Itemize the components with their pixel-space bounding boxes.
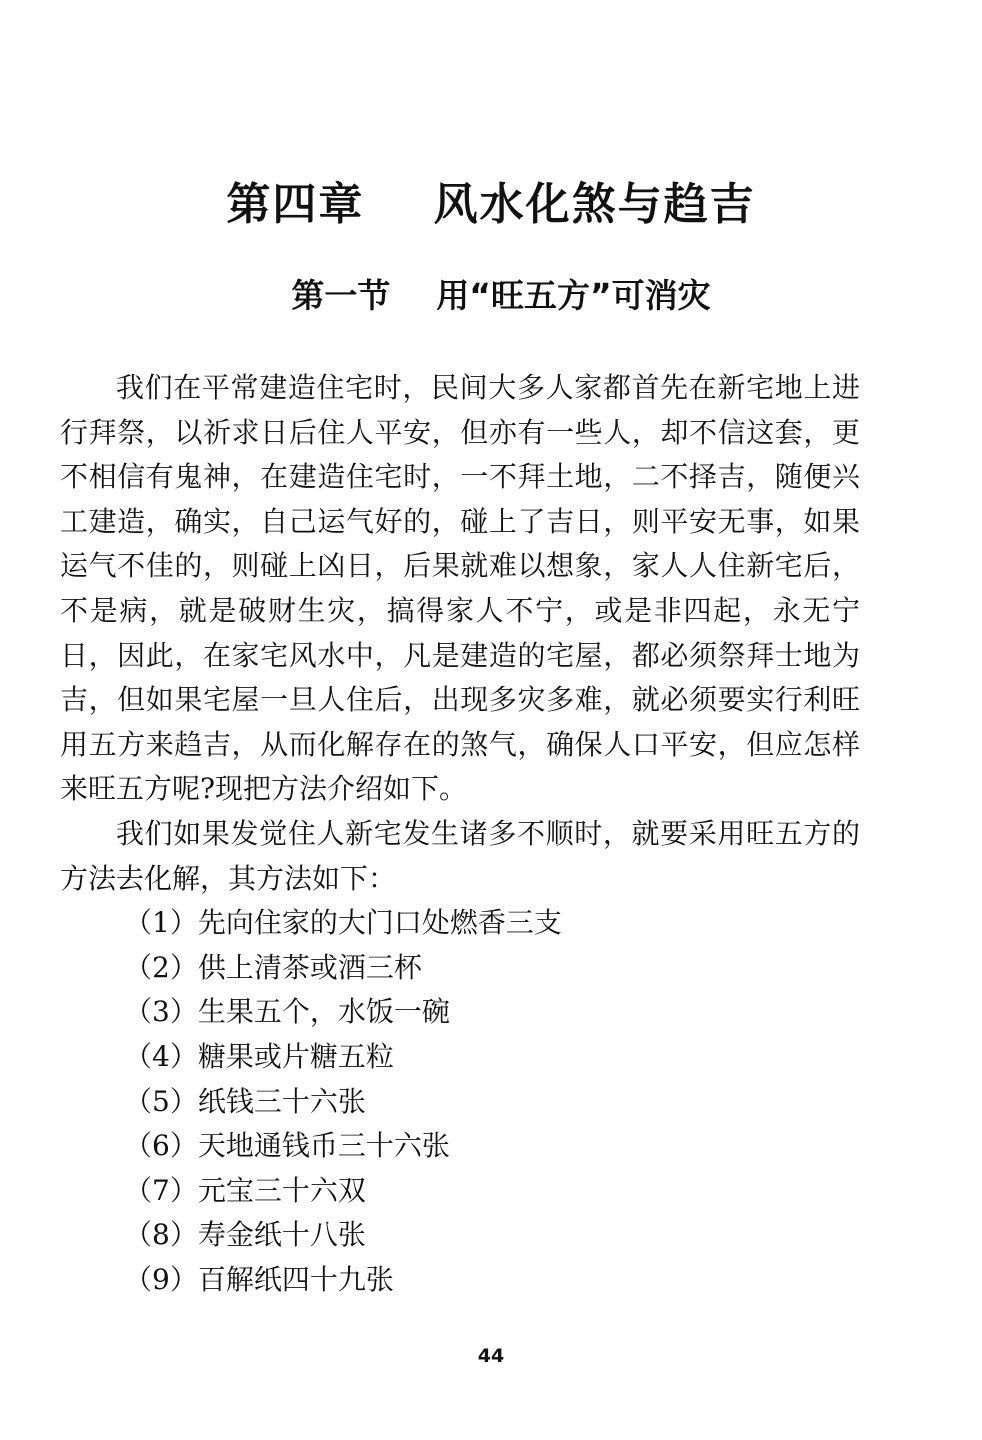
paragraph: 我们在平常建造住宅时，民间大多人家都首先在新宅地上进行拜祭，以祈求日后住人平安，但亦有一些人，却不信这套，更不相信有鬼神，在建造住宅时，一不拜土地，二不择吉，随便兴工建造，确实，自己运气好的，碰上了吉日，则平安无事，如果运气不佳的，则碰上凶日，后果就难以想象，家人人住新宅后，不是病，就是破财生灾，搞得家人不宁，或是非四起，永无宁日，因此，在家宅风水中，凡是建造的宅屋，都必须祭拜士地为吉，但如果宅屋一旦人住后，出现多灾多难，就必须要实行利旺用五方来趋吉，从而化解存在的煞气，确保人口平安，但应怎样来旺五方呢?现把方法介绍如下。 (60, 371, 860, 806)
list-item: （3）生果五个，水饭一碗 (124, 995, 450, 1029)
list-item: （7）元宝三十六双 (124, 1173, 366, 1207)
paragraph: 我们如果发觉住人新宅发生诸多不顺时，就要采用旺五方的方法去化解，其方法如下： (60, 816, 860, 895)
list-item: （9）百解纸四十九张 (124, 1262, 394, 1296)
list-item: （8）寿金纸十八张 (124, 1218, 366, 1252)
page-number: 44 (477, 1345, 505, 1367)
list-item: （4）糖果或片糖五粒 (124, 1039, 394, 1073)
section-title: 第一节 用“旺五方”可消灾 (291, 276, 711, 315)
method-list (60, 901, 860, 1302)
list-item: （5）纸钱三十六张 (124, 1084, 366, 1118)
chapter-title: 第四章 风水化煞与趋吉 (226, 179, 756, 230)
body-text (60, 366, 860, 1302)
list-item: （1）先向住家的大门口处燃香三支 (124, 906, 562, 940)
list-item: （6）天地通钱币三十六张 (124, 1129, 450, 1163)
list-item: （2）供上清茶或酒三杯 (124, 950, 422, 984)
